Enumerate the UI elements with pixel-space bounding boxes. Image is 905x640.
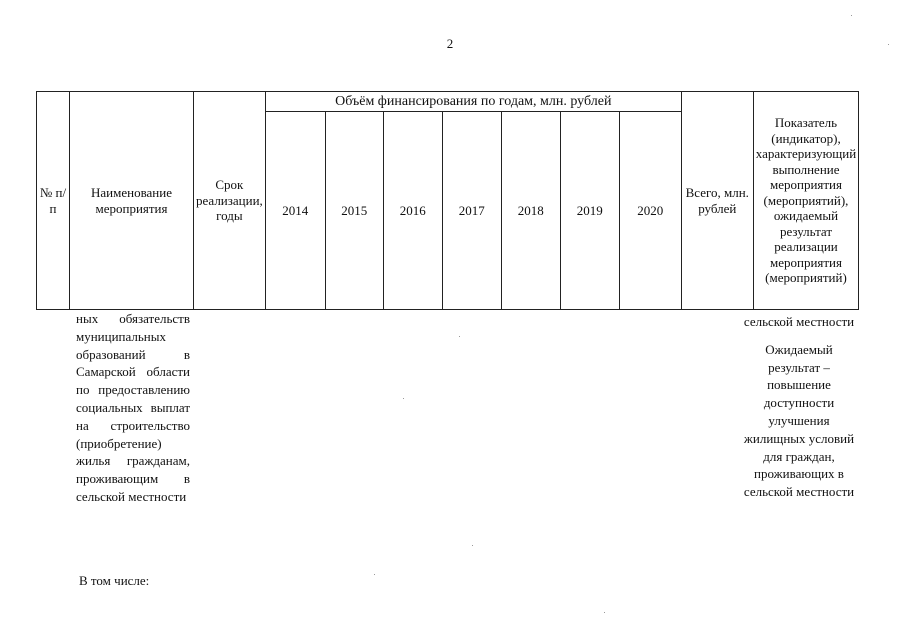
row-name-continuation: ных обязательств муниципальных образований в Самарской области по предоставлению социальных выплат на строительство (приобретение) жилья гражданам, проживающим в сельской местности <box>76 311 190 504</box>
header-year: 2019 <box>560 112 619 310</box>
scan-speck <box>403 398 404 399</box>
header-funding-title: Объём финансирования по годам, млн. рублей <box>265 92 681 112</box>
header-year: 2015 <box>325 112 383 310</box>
scan-speck <box>888 44 889 45</box>
funding-table-header <box>36 91 859 310</box>
scan-speck <box>472 545 473 546</box>
including-label: В том числе: <box>79 573 150 588</box>
header-year: 2016 <box>383 112 442 310</box>
scan-speck <box>604 612 605 613</box>
header-year: 2017 <box>442 112 501 310</box>
header-year: 2018 <box>501 112 560 310</box>
indicator-continuation: сельской местности <box>743 314 855 329</box>
header-name: Наименование мероприятия <box>70 92 194 310</box>
scan-speck <box>459 336 460 337</box>
expected-result: Ожидаемый результат – повышение доступности улучшения жилищных условий для граждан, проживающих в сельской местности <box>743 341 855 500</box>
header-term: Срок реализации, годы <box>194 92 266 310</box>
header-num: № п/п <box>37 92 70 310</box>
page-number: 2 <box>446 36 454 51</box>
header-total: Всего, млн. рублей <box>681 92 753 310</box>
header-year: 2014 <box>265 112 325 310</box>
header-indicator: Показатель (индикатор), характеризующий выполнение мероприятия (мероприятий), ожидаемый результат реализации мероприятия (мероприятий) <box>753 92 858 310</box>
indicator-column <box>739 313 859 501</box>
scan-speck <box>374 574 375 575</box>
scan-speck <box>851 15 852 16</box>
header-year: 2020 <box>619 112 681 310</box>
